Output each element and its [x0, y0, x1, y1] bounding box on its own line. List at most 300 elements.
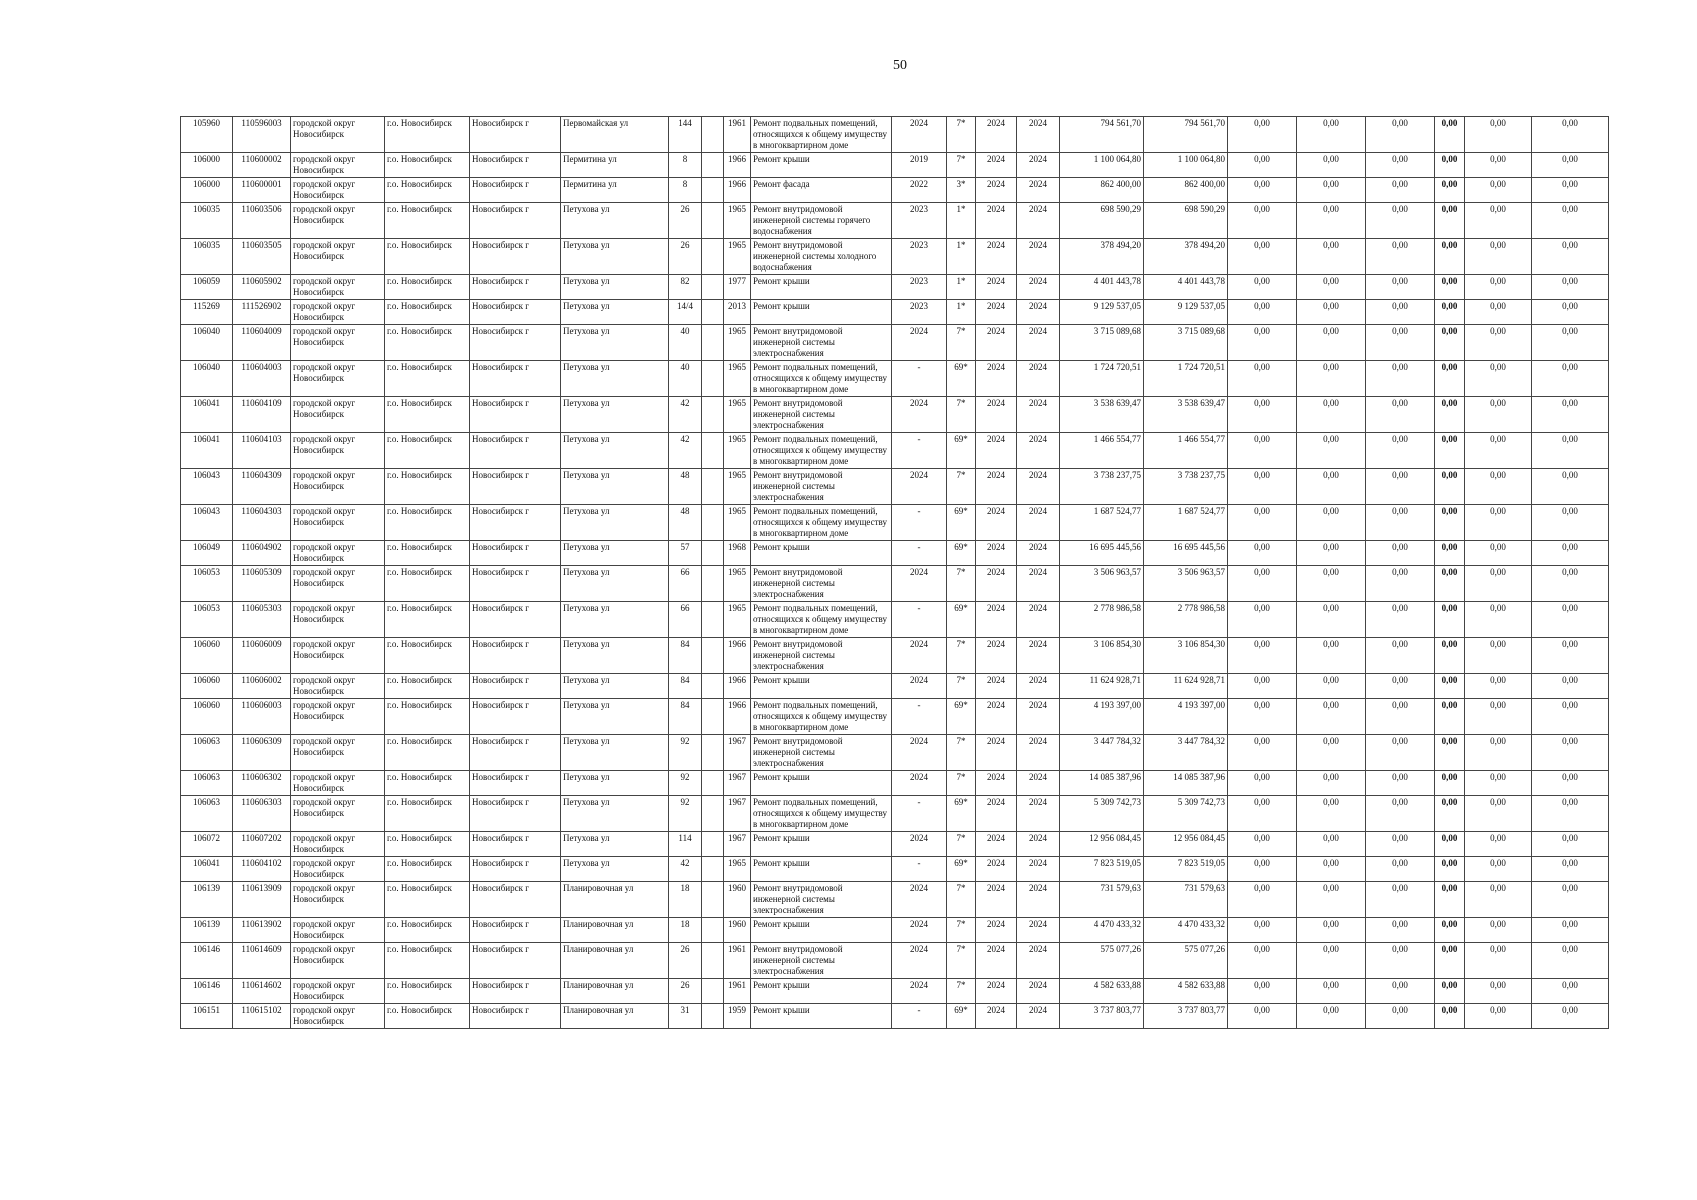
cell-street: Петухова ул — [561, 541, 669, 566]
cell-work-id: 110614609 — [233, 943, 291, 979]
table-row — [181, 735, 1609, 771]
cell-street: Петухова ул — [561, 361, 669, 397]
cell-last-repair-year: 2024 — [892, 674, 947, 699]
cell-house-id: 106059 — [181, 275, 233, 300]
cell-reserve-funds: 0,00 — [1532, 117, 1609, 153]
cell-house-number: 14/4 — [669, 300, 702, 325]
cell-plan-year-start: 2024 — [976, 117, 1017, 153]
table-row — [181, 857, 1609, 882]
cell-plan-year-start: 2024 — [976, 943, 1017, 979]
table-row — [181, 397, 1609, 433]
cell-work-type: Ремонт подвальных помещений, относящихся к общему имуществу в многоквартирном доме — [751, 602, 892, 638]
cell-municipal-district: г.о. Новосибирск — [385, 918, 470, 943]
cell-settlement: Новосибирск г — [470, 943, 561, 979]
cell-street: Петухова ул — [561, 796, 669, 832]
cell-last-repair-year: 2023 — [892, 203, 947, 239]
cell-criterion: 7* — [947, 397, 976, 433]
cell-criterion: 7* — [947, 469, 976, 505]
cell-street: Петухова ул — [561, 857, 669, 882]
cell-work-type: Ремонт крыши — [751, 979, 892, 1004]
cell-other-funds: 0,00 — [1465, 325, 1532, 361]
cell-plan-year-end: 2024 — [1017, 674, 1060, 699]
cell-municipality: городской округ Новосибирск — [291, 117, 385, 153]
cell-street: Петухова ул — [561, 505, 669, 541]
cell-house-number: 40 — [669, 325, 702, 361]
cell-local-funds: 0,00 — [1366, 203, 1435, 239]
cell-municipality: городской округ Новосибирск — [291, 178, 385, 203]
cell-reserve-funds: 0,00 — [1532, 882, 1609, 918]
cell-regional-funds: 0,00 — [1297, 203, 1366, 239]
cell-total-cost: 1 100 064,80 — [1060, 153, 1144, 178]
cell-municipal-district: г.о. Новосибирск — [385, 433, 470, 469]
cell-criterion: 69* — [947, 602, 976, 638]
cell-settlement: Новосибирск г — [470, 674, 561, 699]
cell-plan-year-start: 2024 — [976, 300, 1017, 325]
cell-plan-year-end: 2024 — [1017, 433, 1060, 469]
cell-other-funds: 0,00 — [1465, 674, 1532, 699]
cell-work-id: 110604902 — [233, 541, 291, 566]
cell-municipality: городской округ Новосибирск — [291, 699, 385, 735]
cell-house-number: 18 — [669, 882, 702, 918]
cell-other-funds: 0,00 — [1465, 638, 1532, 674]
cell-street: Петухова ул — [561, 275, 669, 300]
cell-work-id: 111526902 — [233, 300, 291, 325]
cell-house-number: 57 — [669, 541, 702, 566]
cell-reserve-funds: 0,00 — [1532, 918, 1609, 943]
cell-last-repair-year: 2024 — [892, 918, 947, 943]
cell-reserve-funds: 0,00 — [1532, 638, 1609, 674]
cell-plan-year-start: 2024 — [976, 566, 1017, 602]
cell-building — [702, 541, 724, 566]
cell-last-repair-year: 2024 — [892, 771, 947, 796]
cell-work-type: Ремонт крыши — [751, 674, 892, 699]
cell-house-id: 106049 — [181, 541, 233, 566]
cell-fund-cost: 2 778 986,58 — [1144, 602, 1228, 638]
cell-work-type: Ремонт внутридомовой инженерной системы электроснабжения — [751, 397, 892, 433]
cell-owner-share: 0,00 — [1435, 361, 1465, 397]
cell-owner-share: 0,00 — [1435, 918, 1465, 943]
cell-municipality: городской округ Новосибирск — [291, 638, 385, 674]
cell-house-id: 106043 — [181, 505, 233, 541]
cell-plan-year-end: 2024 — [1017, 153, 1060, 178]
cell-street: Петухова ул — [561, 832, 669, 857]
cell-settlement: Новосибирск г — [470, 638, 561, 674]
cell-federal-funds: 0,00 — [1228, 638, 1297, 674]
cell-fund-cost: 11 624 928,71 — [1144, 674, 1228, 699]
cell-plan-year-start: 2024 — [976, 469, 1017, 505]
cell-building — [702, 361, 724, 397]
cell-build-year: 1960 — [724, 882, 751, 918]
cell-build-year: 1966 — [724, 674, 751, 699]
cell-municipality: городской округ Новосибирск — [291, 153, 385, 178]
cell-street: Петухова ул — [561, 602, 669, 638]
table-row — [181, 918, 1609, 943]
cell-owner-share: 0,00 — [1435, 674, 1465, 699]
cell-municipal-district: г.о. Новосибирск — [385, 602, 470, 638]
cell-last-repair-year: 2019 — [892, 153, 947, 178]
cell-plan-year-end: 2024 — [1017, 361, 1060, 397]
cell-house-id: 106139 — [181, 918, 233, 943]
cell-criterion: 69* — [947, 361, 976, 397]
cell-settlement: Новосибирск г — [470, 882, 561, 918]
cell-settlement: Новосибирск г — [470, 566, 561, 602]
cell-other-funds: 0,00 — [1465, 203, 1532, 239]
cell-plan-year-start: 2024 — [976, 602, 1017, 638]
cell-fund-cost: 16 695 445,56 — [1144, 541, 1228, 566]
cell-last-repair-year: - — [892, 433, 947, 469]
cell-criterion: 7* — [947, 325, 976, 361]
cell-federal-funds: 0,00 — [1228, 771, 1297, 796]
cell-total-cost: 11 624 928,71 — [1060, 674, 1144, 699]
cell-local-funds: 0,00 — [1366, 979, 1435, 1004]
cell-regional-funds: 0,00 — [1297, 566, 1366, 602]
cell-federal-funds: 0,00 — [1228, 469, 1297, 505]
cell-work-id: 110606302 — [233, 771, 291, 796]
cell-house-id: 106146 — [181, 979, 233, 1004]
cell-settlement: Новосибирск г — [470, 153, 561, 178]
cell-plan-year-start: 2024 — [976, 178, 1017, 203]
cell-reserve-funds: 0,00 — [1532, 943, 1609, 979]
cell-work-type: Ремонт внутридомовой инженерной системы холодного водоснабжения — [751, 239, 892, 275]
cell-total-cost: 2 778 986,58 — [1060, 602, 1144, 638]
cell-local-funds: 0,00 — [1366, 178, 1435, 203]
cell-fund-cost: 3 506 963,57 — [1144, 566, 1228, 602]
cell-house-number: 92 — [669, 796, 702, 832]
cell-federal-funds: 0,00 — [1228, 239, 1297, 275]
cell-plan-year-start: 2024 — [976, 832, 1017, 857]
cell-local-funds: 0,00 — [1366, 469, 1435, 505]
cell-plan-year-end: 2024 — [1017, 541, 1060, 566]
cell-municipality: городской округ Новосибирск — [291, 300, 385, 325]
cell-plan-year-end: 2024 — [1017, 505, 1060, 541]
cell-work-id: 110603506 — [233, 203, 291, 239]
cell-reserve-funds: 0,00 — [1532, 203, 1609, 239]
cell-work-type: Ремонт крыши — [751, 832, 892, 857]
cell-plan-year-end: 2024 — [1017, 771, 1060, 796]
cell-municipality: городской округ Новосибирск — [291, 275, 385, 300]
cell-local-funds: 0,00 — [1366, 943, 1435, 979]
cell-plan-year-end: 2024 — [1017, 397, 1060, 433]
cell-plan-year-end: 2024 — [1017, 239, 1060, 275]
cell-plan-year-start: 2024 — [976, 735, 1017, 771]
cell-municipality: городской округ Новосибирск — [291, 325, 385, 361]
cell-total-cost: 3 538 639,47 — [1060, 397, 1144, 433]
cell-fund-cost: 5 309 742,73 — [1144, 796, 1228, 832]
cell-work-id: 110606009 — [233, 638, 291, 674]
cell-federal-funds: 0,00 — [1228, 541, 1297, 566]
cell-last-repair-year: - — [892, 541, 947, 566]
cell-work-type: Ремонт подвальных помещений, относящихся к общему имуществу в многоквартирном доме — [751, 361, 892, 397]
table-row — [181, 882, 1609, 918]
cell-federal-funds: 0,00 — [1228, 300, 1297, 325]
cell-building — [702, 469, 724, 505]
cell-fund-cost: 378 494,20 — [1144, 239, 1228, 275]
cell-settlement: Новосибирск г — [470, 117, 561, 153]
cell-plan-year-end: 2024 — [1017, 735, 1060, 771]
cell-build-year: 1965 — [724, 239, 751, 275]
cell-federal-funds: 0,00 — [1228, 918, 1297, 943]
cell-other-funds: 0,00 — [1465, 433, 1532, 469]
cell-local-funds: 0,00 — [1366, 1004, 1435, 1029]
cell-municipal-district: г.о. Новосибирск — [385, 699, 470, 735]
cell-building — [702, 178, 724, 203]
cell-total-cost: 3 447 784,32 — [1060, 735, 1144, 771]
cell-building — [702, 699, 724, 735]
cell-reserve-funds: 0,00 — [1532, 674, 1609, 699]
cell-total-cost: 5 309 742,73 — [1060, 796, 1144, 832]
cell-build-year: 1967 — [724, 771, 751, 796]
cell-building — [702, 153, 724, 178]
cell-build-year: 1965 — [724, 433, 751, 469]
cell-municipal-district: г.о. Новосибирск — [385, 325, 470, 361]
cell-build-year: 1966 — [724, 699, 751, 735]
cell-settlement: Новосибирск г — [470, 1004, 561, 1029]
cell-plan-year-end: 2024 — [1017, 325, 1060, 361]
cell-work-id: 110603505 — [233, 239, 291, 275]
table-row — [181, 943, 1609, 979]
cell-work-type: Ремонт подвальных помещений, относящихся к общему имуществу в многоквартирном доме — [751, 505, 892, 541]
cell-building — [702, 203, 724, 239]
cell-street: Планировочная ул — [561, 1004, 669, 1029]
cell-work-id: 110604003 — [233, 361, 291, 397]
cell-build-year: 1967 — [724, 832, 751, 857]
cell-build-year: 1965 — [724, 857, 751, 882]
cell-municipal-district: г.о. Новосибирск — [385, 203, 470, 239]
cell-municipal-district: г.о. Новосибирск — [385, 153, 470, 178]
cell-total-cost: 575 077,26 — [1060, 943, 1144, 979]
cell-building — [702, 943, 724, 979]
cell-municipal-district: г.о. Новосибирск — [385, 638, 470, 674]
cell-work-id: 110606303 — [233, 796, 291, 832]
table-row — [181, 469, 1609, 505]
cell-house-number: 42 — [669, 433, 702, 469]
cell-total-cost: 4 193 397,00 — [1060, 699, 1144, 735]
cell-regional-funds: 0,00 — [1297, 275, 1366, 300]
cell-other-funds: 0,00 — [1465, 882, 1532, 918]
cell-work-type: Ремонт крыши — [751, 541, 892, 566]
cell-total-cost: 3 738 237,75 — [1060, 469, 1144, 505]
cell-work-id: 110600002 — [233, 153, 291, 178]
cell-build-year: 1961 — [724, 117, 751, 153]
cell-owner-share: 0,00 — [1435, 943, 1465, 979]
cell-building — [702, 433, 724, 469]
cell-plan-year-start: 2024 — [976, 505, 1017, 541]
cell-house-id: 106060 — [181, 699, 233, 735]
cell-local-funds: 0,00 — [1366, 239, 1435, 275]
cell-other-funds: 0,00 — [1465, 699, 1532, 735]
cell-last-repair-year: 2024 — [892, 882, 947, 918]
cell-last-repair-year: 2024 — [892, 117, 947, 153]
cell-local-funds: 0,00 — [1366, 674, 1435, 699]
cell-local-funds: 0,00 — [1366, 505, 1435, 541]
cell-house-number: 18 — [669, 918, 702, 943]
cell-criterion: 69* — [947, 699, 976, 735]
cell-criterion: 1* — [947, 300, 976, 325]
cell-reserve-funds: 0,00 — [1532, 1004, 1609, 1029]
table-row — [181, 153, 1609, 178]
cell-other-funds: 0,00 — [1465, 469, 1532, 505]
cell-build-year: 1966 — [724, 178, 751, 203]
cell-other-funds: 0,00 — [1465, 505, 1532, 541]
cell-owner-share: 0,00 — [1435, 602, 1465, 638]
cell-regional-funds: 0,00 — [1297, 433, 1366, 469]
cell-street: Петухова ул — [561, 203, 669, 239]
cell-other-funds: 0,00 — [1465, 361, 1532, 397]
cell-fund-cost: 794 561,70 — [1144, 117, 1228, 153]
cell-last-repair-year: 2024 — [892, 566, 947, 602]
cell-house-number: 92 — [669, 735, 702, 771]
cell-federal-funds: 0,00 — [1228, 275, 1297, 300]
page-number: 50 — [893, 58, 907, 73]
cell-municipality: городской округ Новосибирск — [291, 796, 385, 832]
cell-work-type: Ремонт подвальных помещений, относящихся к общему имуществу в многоквартирном доме — [751, 796, 892, 832]
cell-criterion: 69* — [947, 541, 976, 566]
table-row — [181, 361, 1609, 397]
cell-local-funds: 0,00 — [1366, 300, 1435, 325]
cell-owner-share: 0,00 — [1435, 178, 1465, 203]
cell-regional-funds: 0,00 — [1297, 602, 1366, 638]
cell-fund-cost: 4 470 433,32 — [1144, 918, 1228, 943]
cell-owner-share: 0,00 — [1435, 153, 1465, 178]
cell-plan-year-end: 2024 — [1017, 203, 1060, 239]
cell-settlement: Новосибирск г — [470, 361, 561, 397]
cell-regional-funds: 0,00 — [1297, 178, 1366, 203]
cell-owner-share: 0,00 — [1435, 433, 1465, 469]
cell-other-funds: 0,00 — [1465, 275, 1532, 300]
cell-local-funds: 0,00 — [1366, 153, 1435, 178]
cell-municipality: городской округ Новосибирск — [291, 469, 385, 505]
cell-plan-year-start: 2024 — [976, 153, 1017, 178]
cell-building — [702, 505, 724, 541]
cell-work-id: 110604103 — [233, 433, 291, 469]
cell-fund-cost: 3 538 639,47 — [1144, 397, 1228, 433]
cell-federal-funds: 0,00 — [1228, 857, 1297, 882]
cell-house-number: 144 — [669, 117, 702, 153]
cell-owner-share: 0,00 — [1435, 541, 1465, 566]
cell-work-type: Ремонт внутридомовой инженерной системы электроснабжения — [751, 325, 892, 361]
table-row — [181, 1004, 1609, 1029]
cell-criterion: 69* — [947, 857, 976, 882]
cell-municipal-district: г.о. Новосибирск — [385, 469, 470, 505]
cell-building — [702, 857, 724, 882]
cell-local-funds: 0,00 — [1366, 602, 1435, 638]
cell-street: Петухова ул — [561, 300, 669, 325]
cell-owner-share: 0,00 — [1435, 857, 1465, 882]
cell-building — [702, 918, 724, 943]
cell-house-number: 40 — [669, 361, 702, 397]
cell-settlement: Новосибирск г — [470, 469, 561, 505]
cell-plan-year-end: 2024 — [1017, 469, 1060, 505]
table-row — [181, 203, 1609, 239]
cell-last-repair-year: 2024 — [892, 397, 947, 433]
cell-house-id: 106063 — [181, 771, 233, 796]
cell-total-cost: 3 506 963,57 — [1060, 566, 1144, 602]
table-row — [181, 178, 1609, 203]
cell-last-repair-year: - — [892, 602, 947, 638]
cell-municipality: городской округ Новосибирск — [291, 203, 385, 239]
cell-criterion: 69* — [947, 433, 976, 469]
cell-building — [702, 566, 724, 602]
table-row — [181, 325, 1609, 361]
cell-local-funds: 0,00 — [1366, 796, 1435, 832]
cell-settlement: Новосибирск г — [470, 239, 561, 275]
cell-settlement: Новосибирск г — [470, 735, 561, 771]
cell-plan-year-end: 2024 — [1017, 638, 1060, 674]
table-row — [181, 300, 1609, 325]
cell-street: Петухова ул — [561, 433, 669, 469]
cell-federal-funds: 0,00 — [1228, 1004, 1297, 1029]
cell-build-year: 1977 — [724, 275, 751, 300]
cell-build-year: 1965 — [724, 397, 751, 433]
cell-total-cost: 9 129 537,05 — [1060, 300, 1144, 325]
cell-building — [702, 300, 724, 325]
cell-local-funds: 0,00 — [1366, 397, 1435, 433]
cell-reserve-funds: 0,00 — [1532, 433, 1609, 469]
cell-other-funds: 0,00 — [1465, 943, 1532, 979]
cell-build-year: 1965 — [724, 361, 751, 397]
cell-street: Петухова ул — [561, 674, 669, 699]
cell-plan-year-start: 2024 — [976, 541, 1017, 566]
cell-build-year: 1966 — [724, 638, 751, 674]
cell-house-number: 26 — [669, 979, 702, 1004]
cell-building — [702, 117, 724, 153]
table-row — [181, 638, 1609, 674]
cell-total-cost: 4 470 433,32 — [1060, 918, 1144, 943]
cell-house-id: 106053 — [181, 602, 233, 638]
cell-owner-share: 0,00 — [1435, 566, 1465, 602]
cell-plan-year-end: 2024 — [1017, 979, 1060, 1004]
cell-owner-share: 0,00 — [1435, 300, 1465, 325]
cell-build-year: 1967 — [724, 796, 751, 832]
cell-plan-year-end: 2024 — [1017, 882, 1060, 918]
cell-plan-year-start: 2024 — [976, 397, 1017, 433]
cell-plan-year-end: 2024 — [1017, 117, 1060, 153]
cell-reserve-funds: 0,00 — [1532, 239, 1609, 275]
cell-plan-year-end: 2024 — [1017, 300, 1060, 325]
cell-municipal-district: г.о. Новосибирск — [385, 300, 470, 325]
cell-other-funds: 0,00 — [1465, 735, 1532, 771]
cell-last-repair-year: - — [892, 857, 947, 882]
cell-reserve-funds: 0,00 — [1532, 771, 1609, 796]
cell-street: Петухова ул — [561, 699, 669, 735]
cell-house-id: 106151 — [181, 1004, 233, 1029]
cell-last-repair-year: - — [892, 699, 947, 735]
cell-fund-cost: 3 737 803,77 — [1144, 1004, 1228, 1029]
cell-fund-cost: 9 129 537,05 — [1144, 300, 1228, 325]
cell-local-funds: 0,00 — [1366, 361, 1435, 397]
cell-criterion: 7* — [947, 943, 976, 979]
cell-build-year: 1960 — [724, 918, 751, 943]
cell-municipal-district: г.о. Новосибирск — [385, 771, 470, 796]
cell-fund-cost: 4 193 397,00 — [1144, 699, 1228, 735]
table-row — [181, 239, 1609, 275]
cell-federal-funds: 0,00 — [1228, 735, 1297, 771]
cell-house-number: 92 — [669, 771, 702, 796]
cell-street: Петухова ул — [561, 735, 669, 771]
cell-house-id: 106060 — [181, 674, 233, 699]
cell-total-cost: 14 085 387,96 — [1060, 771, 1144, 796]
cell-last-repair-year: - — [892, 505, 947, 541]
cell-plan-year-start: 2024 — [976, 979, 1017, 1004]
table-row — [181, 433, 1609, 469]
cell-municipal-district: г.о. Новосибирск — [385, 674, 470, 699]
cell-plan-year-end: 2024 — [1017, 602, 1060, 638]
cell-municipal-district: г.о. Новосибирск — [385, 275, 470, 300]
cell-building — [702, 796, 724, 832]
cell-municipal-district: г.о. Новосибирск — [385, 832, 470, 857]
cell-last-repair-year: 2024 — [892, 735, 947, 771]
cell-settlement: Новосибирск г — [470, 541, 561, 566]
